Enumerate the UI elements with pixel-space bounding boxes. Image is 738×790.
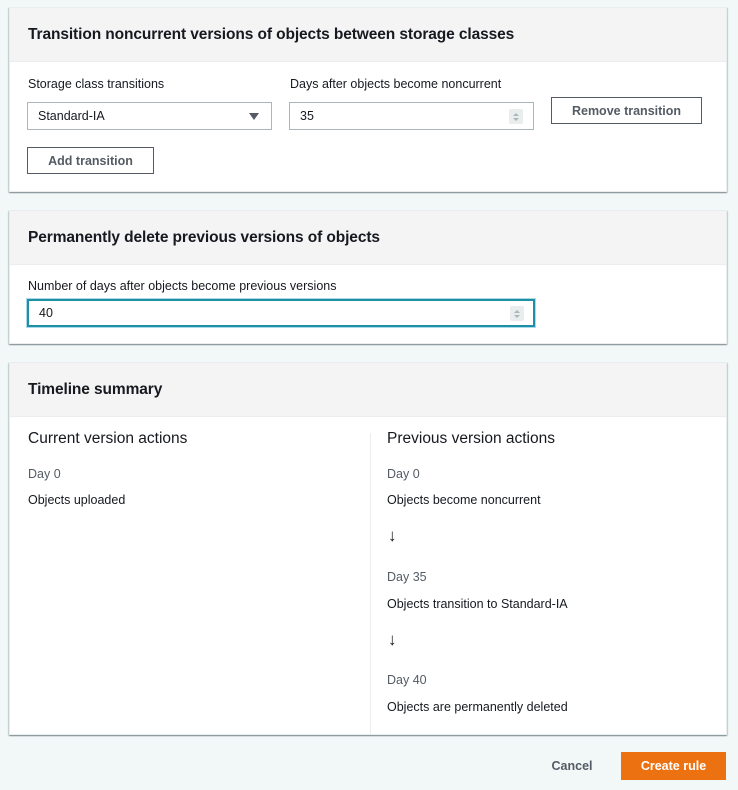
arrow-down-icon: ↓ (388, 526, 397, 545)
arrow-down-icon: ↓ (388, 630, 397, 649)
previous-event-action: Objects transition to Standard-IA (387, 597, 568, 611)
panel-title: Permanently delete previous versions of objects (28, 228, 380, 246)
previous-version-heading: Previous version actions (387, 430, 555, 447)
caret-down-icon (249, 113, 259, 120)
cancel-button[interactable]: Cancel (551, 759, 593, 773)
panel-title: Transition noncurrent versions of objects between storage classes (28, 25, 515, 43)
timeline-summary-panel (9, 362, 727, 735)
storage-class-value: Standard-IA (38, 109, 105, 123)
number-spinner-icon[interactable] (510, 306, 524, 321)
previous-event-action: Objects become noncurrent (387, 493, 541, 507)
days-noncurrent-label: Days after objects become noncurrent (290, 77, 502, 91)
panel-title: Timeline summary (28, 380, 163, 398)
storage-class-label: Storage class transitions (28, 77, 165, 91)
number-spinner-icon[interactable] (509, 109, 523, 124)
current-event-action: Objects uploaded (28, 493, 126, 507)
panel-header (10, 211, 726, 265)
create-rule-button[interactable]: Create rule (621, 752, 726, 780)
previous-event-day: Day 35 (387, 570, 427, 584)
permanently-delete-panel (9, 210, 727, 344)
storage-class-select[interactable] (27, 102, 272, 130)
previous-event-day: Day 40 (387, 673, 427, 687)
previous-event-action: Objects are permanently deleted (387, 700, 568, 714)
current-event-day: Day 0 (28, 467, 61, 481)
panel-header (10, 8, 726, 62)
transition-noncurrent-panel (9, 7, 727, 192)
days-noncurrent-input[interactable] (289, 102, 534, 130)
remove-transition-button[interactable]: Remove transition (551, 97, 702, 124)
days-noncurrent-value: 35 (300, 109, 314, 123)
delete-days-input[interactable] (27, 299, 535, 327)
previous-event-day: Day 0 (387, 467, 420, 481)
delete-days-value: 40 (39, 306, 53, 320)
column-divider (370, 433, 371, 734)
panel-header (10, 363, 726, 417)
delete-days-label: Number of days after objects become previous versions (28, 279, 337, 293)
current-version-heading: Current version actions (28, 430, 188, 447)
add-transition-button[interactable]: Add transition (27, 147, 154, 174)
